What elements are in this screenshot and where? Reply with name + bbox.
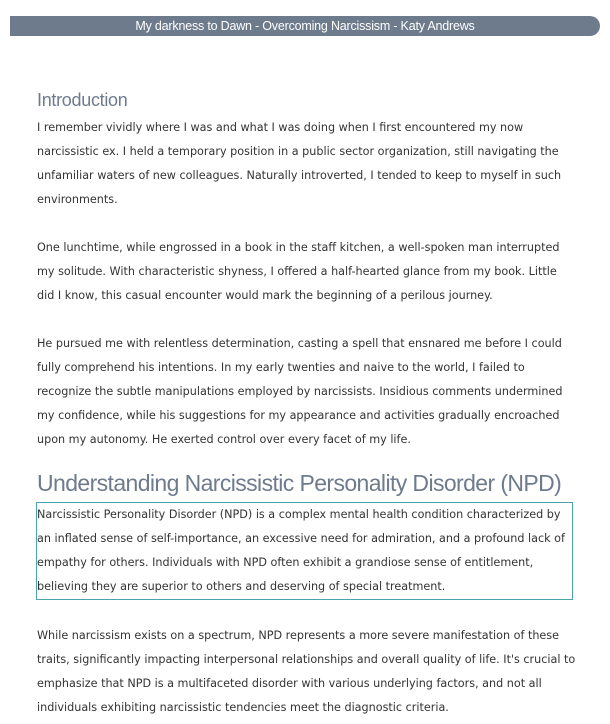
document-title: My darkness to Dawn - Overcoming Narcissism - Katy Andrews [135, 19, 475, 33]
section-heading-npd: Understanding Narcissistic Personality Disorder (NPD) [37, 470, 562, 496]
document-body [37, 88, 577, 720]
intro-paragraph-1: I remember vividly where I was and what I was doing when I first encountered my now narcissistic ex. I held a temporary position in a public sector organization, still navigating the unfamiliar waters of new colleagues. Naturally introverted, I tended to keep to myself in such environments. [37, 121, 562, 206]
intro-paragraph-3: He pursued me with relentless determination, casting a spell that ensnared me before I could fully comprehend his intentions. In my early twenties and naive to the world, I failed to recognize the subtle manipulations employed by narcissists. Insidious comments undermined my confidence, while his suggestions for my appearance and activities gradually encroached upon my autonomy. He exerted control over every facet of my life. [37, 337, 563, 446]
selected-text-block[interactable] [36, 502, 573, 600]
document-title-bar [10, 16, 600, 36]
intro-paragraph-2: One lunchtime, while engrossed in a book in the staff kitchen, a well-spoken man interrupted my solitude. With characteristic shyness, I offered a half-hearted glance from my book. Little did I know, this casual encounter would mark the beginning of a perilous journey. [37, 241, 560, 302]
npd-paragraph-1[interactable]: Narcissistic Personality Disorder (NPD) is a complex mental health condition characterized by an inflated sense of self-importance, an excessive need for admiration, and a profound lack of empathy for others. Individuals with NPD often exhibit a grandiose sense of entitlement, believing they are superior to others and deserving of special treatment. [37, 508, 565, 593]
npd-paragraph-2: While narcissism exists on a spectrum, NPD represents a more severe manifestation of these traits, significantly impacting interpersonal relationships and overall quality of life. It's crucial to emphasize that NPD is a multifaceted disorder with various underlying factors, and not all individuals exhibiting narcissistic tendencies meet the diagnostic criteria. [37, 629, 576, 714]
section-heading-introduction: Introduction [37, 90, 128, 110]
